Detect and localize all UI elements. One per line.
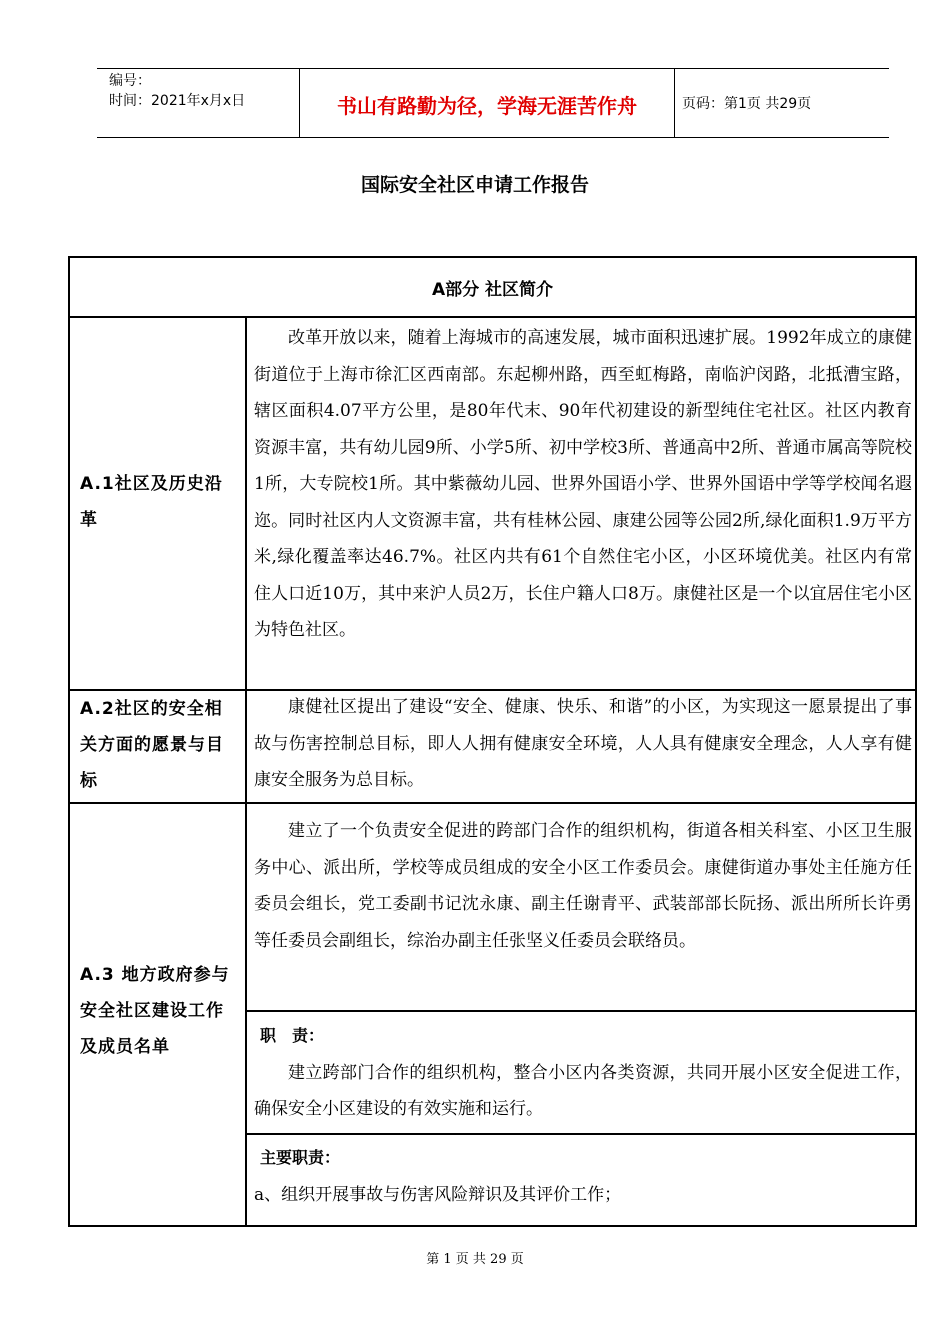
row-label-a2: A.2社区的安全相关方面的愿景与目标 xyxy=(80,699,224,791)
header-page-info: 页码：第1页 共29页 xyxy=(682,96,812,112)
document-title: 国际安全社区申请工作报告 xyxy=(360,174,589,196)
row-content-a2 xyxy=(254,689,912,799)
main-duties-heading: 主要职责： xyxy=(260,1148,341,1167)
row-content-a3 xyxy=(254,813,912,959)
duties-cell xyxy=(254,1018,912,1128)
row-content-a1 xyxy=(254,320,912,649)
organization-paragraph: 建立了一个负责安全促进的跨部门合作的组织机构，街道各相关科室、小区卫生服务中心、派出所，学校等成员组成的安全小区工作委员会。康健街道办事处主任施方任委员会组长，党工委副书记沈永康、副主任谢青平、武装部部长阮扬、派出所所长许勇等任委员会副组长，综治办副主任张坚义任委员会联络员。 xyxy=(254,821,912,951)
number-label: 编号： xyxy=(109,73,151,89)
header-meta xyxy=(109,71,245,111)
row-divider xyxy=(246,1010,915,1012)
row-divider xyxy=(70,316,915,318)
vision-paragraph: 康健社区提出了建设“安全、健康、快乐、和谐”的小区，为实现这一愿景提出了事故与伤害控制总目标，即人人拥有健康安全环境，人人具有健康安全理念，人人享有健康安全服务为总目标。 xyxy=(254,697,912,790)
duties-paragraph: 建立跨部门合作的组织机构，整合小区内各类资源，共同开展小区安全促进工作，确保安全小区建设的有效实施和运行。 xyxy=(254,1062,912,1119)
part-title: A部分 社区简介 xyxy=(431,280,554,300)
row-divider xyxy=(246,1133,915,1135)
row-label-a1: A.1社区及历史沿革 xyxy=(80,474,223,530)
row-label-a3: A.3 地方政府参与安全社区建设工作及成员名单 xyxy=(80,965,230,1057)
main-duties-item: a、组织开展事故与伤害风险辩识及其评价工作； xyxy=(254,1184,622,1205)
page-header xyxy=(97,68,889,138)
header-divider xyxy=(674,69,675,137)
page-footer: 第 1 页 共 29 页 xyxy=(426,1252,524,1267)
column-divider xyxy=(245,316,247,1227)
community-intro-table xyxy=(68,256,917,1227)
history-paragraph: 改革开放以来，随着上海城市的高速发展，城市面积迅速扩展。1992年成立的康健街道位于上海市徐汇区西南部。东起柳州路，西至虹梅路，南临沪闵路，北抵漕宝路，辖区面积4.07平方公里，是80年代末、90年代初建设的新型纯住宅社区。社区内教育资源丰富，共有幼儿园9所、小学5所、初中学校3所、普通高中2所、普通市属高等院校1所，大专院校1所。其中紫薇幼儿园、世界外国语小学、世界外国语中学等学校闻名遐迩。同时社区内人文资源丰富，共有桂林公园、康建公园等公园2所,绿化面积1.9万平方米,绿化覆盖率达46.7%。社区内共有61个自然住宅小区，小区环境优美。社区内有常住人口近10万，其中来沪人员2万，长住户籍人口8万。康健社区是一个以宜居住宅小区为特色社区。 xyxy=(254,328,912,640)
main-duties-cell xyxy=(254,1140,912,1213)
time-label: 时间：2021年x月x日 xyxy=(109,93,246,109)
row-divider xyxy=(70,802,915,804)
duties-heading: 职 责： xyxy=(260,1026,325,1045)
header-motto: 书山有路勤为径，学海无涯苦作舟 xyxy=(337,94,637,118)
